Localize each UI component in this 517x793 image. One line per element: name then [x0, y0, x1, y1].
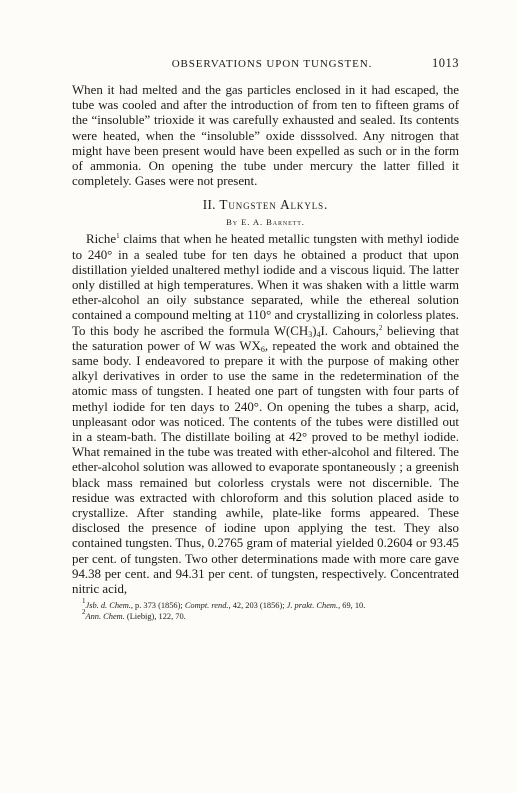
body-text: I. Cahours,	[320, 323, 379, 338]
running-head	[72, 56, 459, 71]
citation-detail: , 42, 203 (1856);	[228, 601, 287, 611]
citation-journal: J. prakt. Chem.	[286, 601, 339, 611]
page-number: 1013	[432, 56, 459, 70]
subscript: 6	[260, 344, 265, 354]
citation-journal: Jsb. d. Chem.	[85, 601, 131, 611]
body-text: claims that when he heated metallic tungsten with methyl iodide to 240° in a sealed tube for ten days he obtained a product that upon distillation yielded unaltered methyl iodide and a viscous liquid. The latter only distilled at high temperatures. When it was shaken with a little warm ether-alcohol an oily substance separated, while the ethereal solution contained a compound melting at 110° and crystallizing in colorless plates. To this body he ascribed the formula W(CH	[72, 232, 459, 338]
byline-prefix: By	[226, 217, 239, 228]
footnotes	[72, 597, 459, 622]
citation-journal: Ann. Chem.	[85, 611, 125, 621]
footnote-mark: 2	[82, 607, 86, 616]
citation-detail: , p. 373 (1856);	[130, 601, 185, 611]
section-heading	[72, 197, 459, 213]
footnote-2	[72, 607, 459, 622]
footnote-mark: 1	[82, 597, 86, 606]
paragraph-continuation: When it had melted and the gas particles enclosed in it had escaped, the tube was cooled and after the introduction of from ten to fifteen grams of the “insoluble” trioxide it was carefully exhausted and sealed. Its contents were heated, when the “insoluble” oxide disssolved. Any nitrogen that might have been present would have been expelled as such or in the form of ammonia. On opening the tube under mercury the latter filled it completely. Gases were not present.	[72, 83, 459, 189]
footnote-ref: 2	[378, 323, 383, 332]
citation-journal: Compt. rend.	[184, 601, 229, 611]
citation-detail: (Liebig), 122, 70.	[124, 611, 186, 621]
body-text: Riche	[86, 232, 117, 247]
running-title: OBSERVATIONS UPON TUNGSTEN.	[171, 58, 373, 70]
citation-detail: , 69, 10.	[338, 601, 366, 611]
body-text: believing that the saturation power of W was WX	[72, 323, 459, 353]
subscript: 4	[316, 329, 321, 339]
subscript: 3	[308, 329, 313, 339]
byline	[72, 217, 459, 227]
body-text: , repeated the work and obtained the same body. I endeavored to prepare it with the purpose of making other alkyl derivatives in order to use the same in the redetermination of the atomic mass of tungsten. I heated one part of tungsten with four parts of methyl iodide for ten days to 240°. On opening the tubes a sharp, acid, unpleasant odor was noticed. The contents of the tubes were distilled out in a steam-bath. The distillate boiling at 42° proved to be methyl iodide. What remained in the tube was treated with ether-alcohol and filtered. The ether-alcohol solution was allowed to evaporate spontaneously ; a greenish black mass remained but colorless crystals were not discernible. The residue was extracted with chloroform and this solution placed aside to crystallize. After standing awhile, plate-like forms appeared. These disclosed the presence of iodine upon applying the test. They also contained tungsten. Thus, 0.2765 gram of material yielded 0.2604 or 93.45 per cent. of tungsten. Two other determinations made with more care gave 94.38 per cent. and 94.31 per cent. of tungsten, respectively. Concentrated nitric acid,	[72, 338, 459, 597]
footnote-1	[72, 597, 459, 611]
paragraph-body	[72, 232, 459, 597]
byline-author: E. A. Barnett.	[241, 217, 305, 228]
body-text: )	[312, 323, 317, 338]
section-title: Tungsten Alkyls.	[219, 197, 329, 213]
section-numeral: II.	[202, 197, 216, 213]
footnote-ref: 1	[116, 232, 120, 241]
